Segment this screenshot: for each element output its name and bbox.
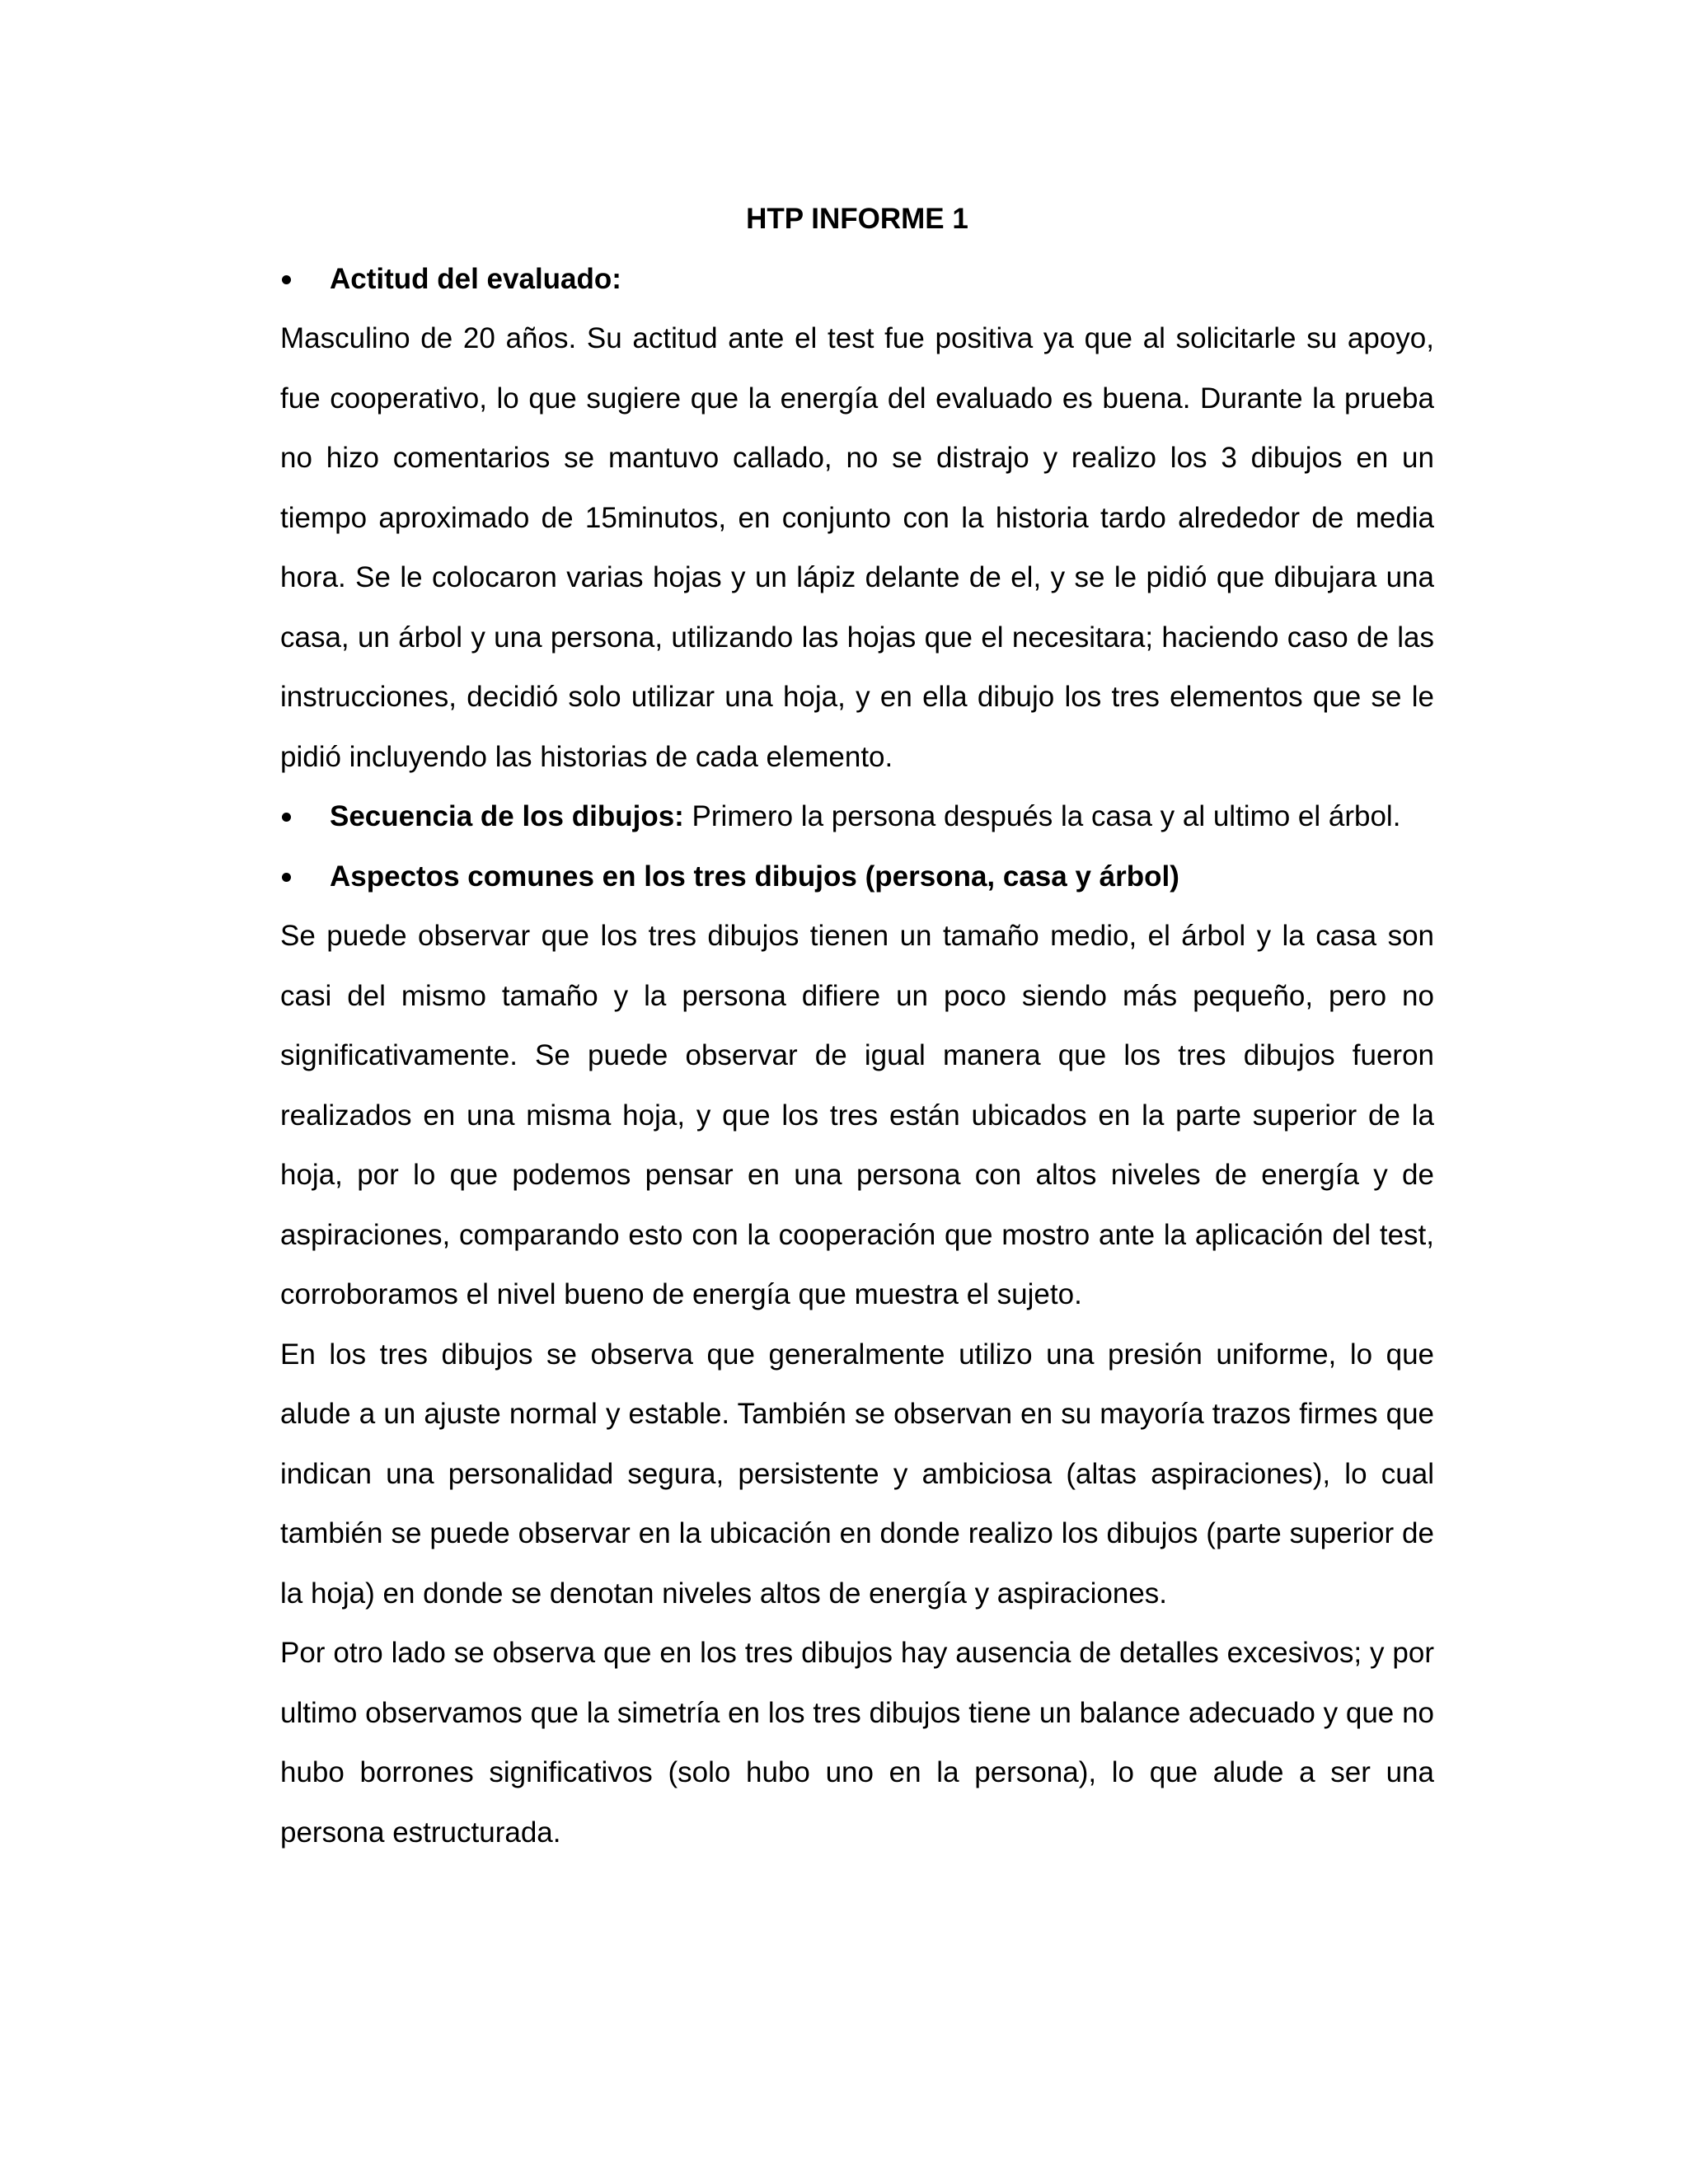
bullet-icon: [282, 275, 291, 284]
bullet-secuencia: [280, 787, 1434, 847]
heading-actitud: Actitud del evaluado:: [330, 262, 621, 295]
bullet-actitud: [280, 250, 1434, 310]
heading-secuencia: Secuencia de los dibujos:: [330, 800, 684, 832]
bullet-aspectos: [280, 847, 1434, 907]
paragraph-aspectos-3: Por otro lado se observa que en los tres dibujos hay ausencia de detalles excesivos; y por ultimo observamos que la simetría en los tres dibujos tiene un balance adecuado y que no hubo borrones significativos (solo hubo uno en la persona), lo que alude a ser una persona estructurada.: [280, 1637, 1434, 1849]
bullet-icon: [282, 873, 291, 882]
heading-aspectos: Aspectos comunes en los tres dibujos (persona, casa y árbol): [330, 860, 1179, 893]
text-secuencia: Primero la persona después la casa y al ultimo el árbol.: [683, 800, 1401, 832]
paragraph-aspectos-2: En los tres dibujos se observa que generalmente utilizo una presión uniforme, lo que alude a un ajuste normal y estable. También se observan en su mayoría trazos firmes que indican una personalidad segura, persistente y ambiciosa (altas aspiraciones), lo cual también se puede observar en la ubicación en donde realizo los dibujos (parte superior de la hoja) en donde se denotan niveles altos de energía y aspiraciones.: [280, 1338, 1434, 1610]
paragraph-actitud: Masculino de 20 años. Su actitud ante el test fue positiva ya que al solicitarle su apoyo, fue cooperativo, lo que sugiere que la energía del evaluado es buena. Durante la prueba no hizo comentarios se mantuvo callado, no se distrajo y realizo los 3 dibujos en un tiempo aproximado de 15minutos, en conjunto con la historia tardo alrededor de media hora. Se le colocaron varias hojas y un lápiz delante de el, y se le pidió que dibujara una casa, un árbol y una persona, utilizando las hojas que el necesitara; haciendo caso de las instrucciones, decidió solo utilizar una hoja, y en ella dibujo los tres elementos que se le pidió incluyendo las historias de cada elemento.: [280, 322, 1434, 773]
document-page: [280, 190, 1434, 1863]
paragraph-aspectos-1: Se puede observar que los tres dibujos tienen un tamaño medio, el árbol y la casa son casi del mismo tamaño y la persona difiere un poco siendo más pequeño, pero no significativamente. Se puede observar de igual manera que los tres dibujos fueron realizados en una misma hoja, y que los tres están ubicados en la parte superior de la hoja, por lo que podemos pensar en una persona con altos niveles de energía y de aspiraciones, comparando esto con la cooperación que mostro ante la aplicación del test, corroboramos el nivel bueno de energía que muestra el sujeto.: [280, 920, 1434, 1310]
document-title: HTP INFORME 1: [746, 203, 968, 235]
bullet-icon: [282, 813, 291, 822]
